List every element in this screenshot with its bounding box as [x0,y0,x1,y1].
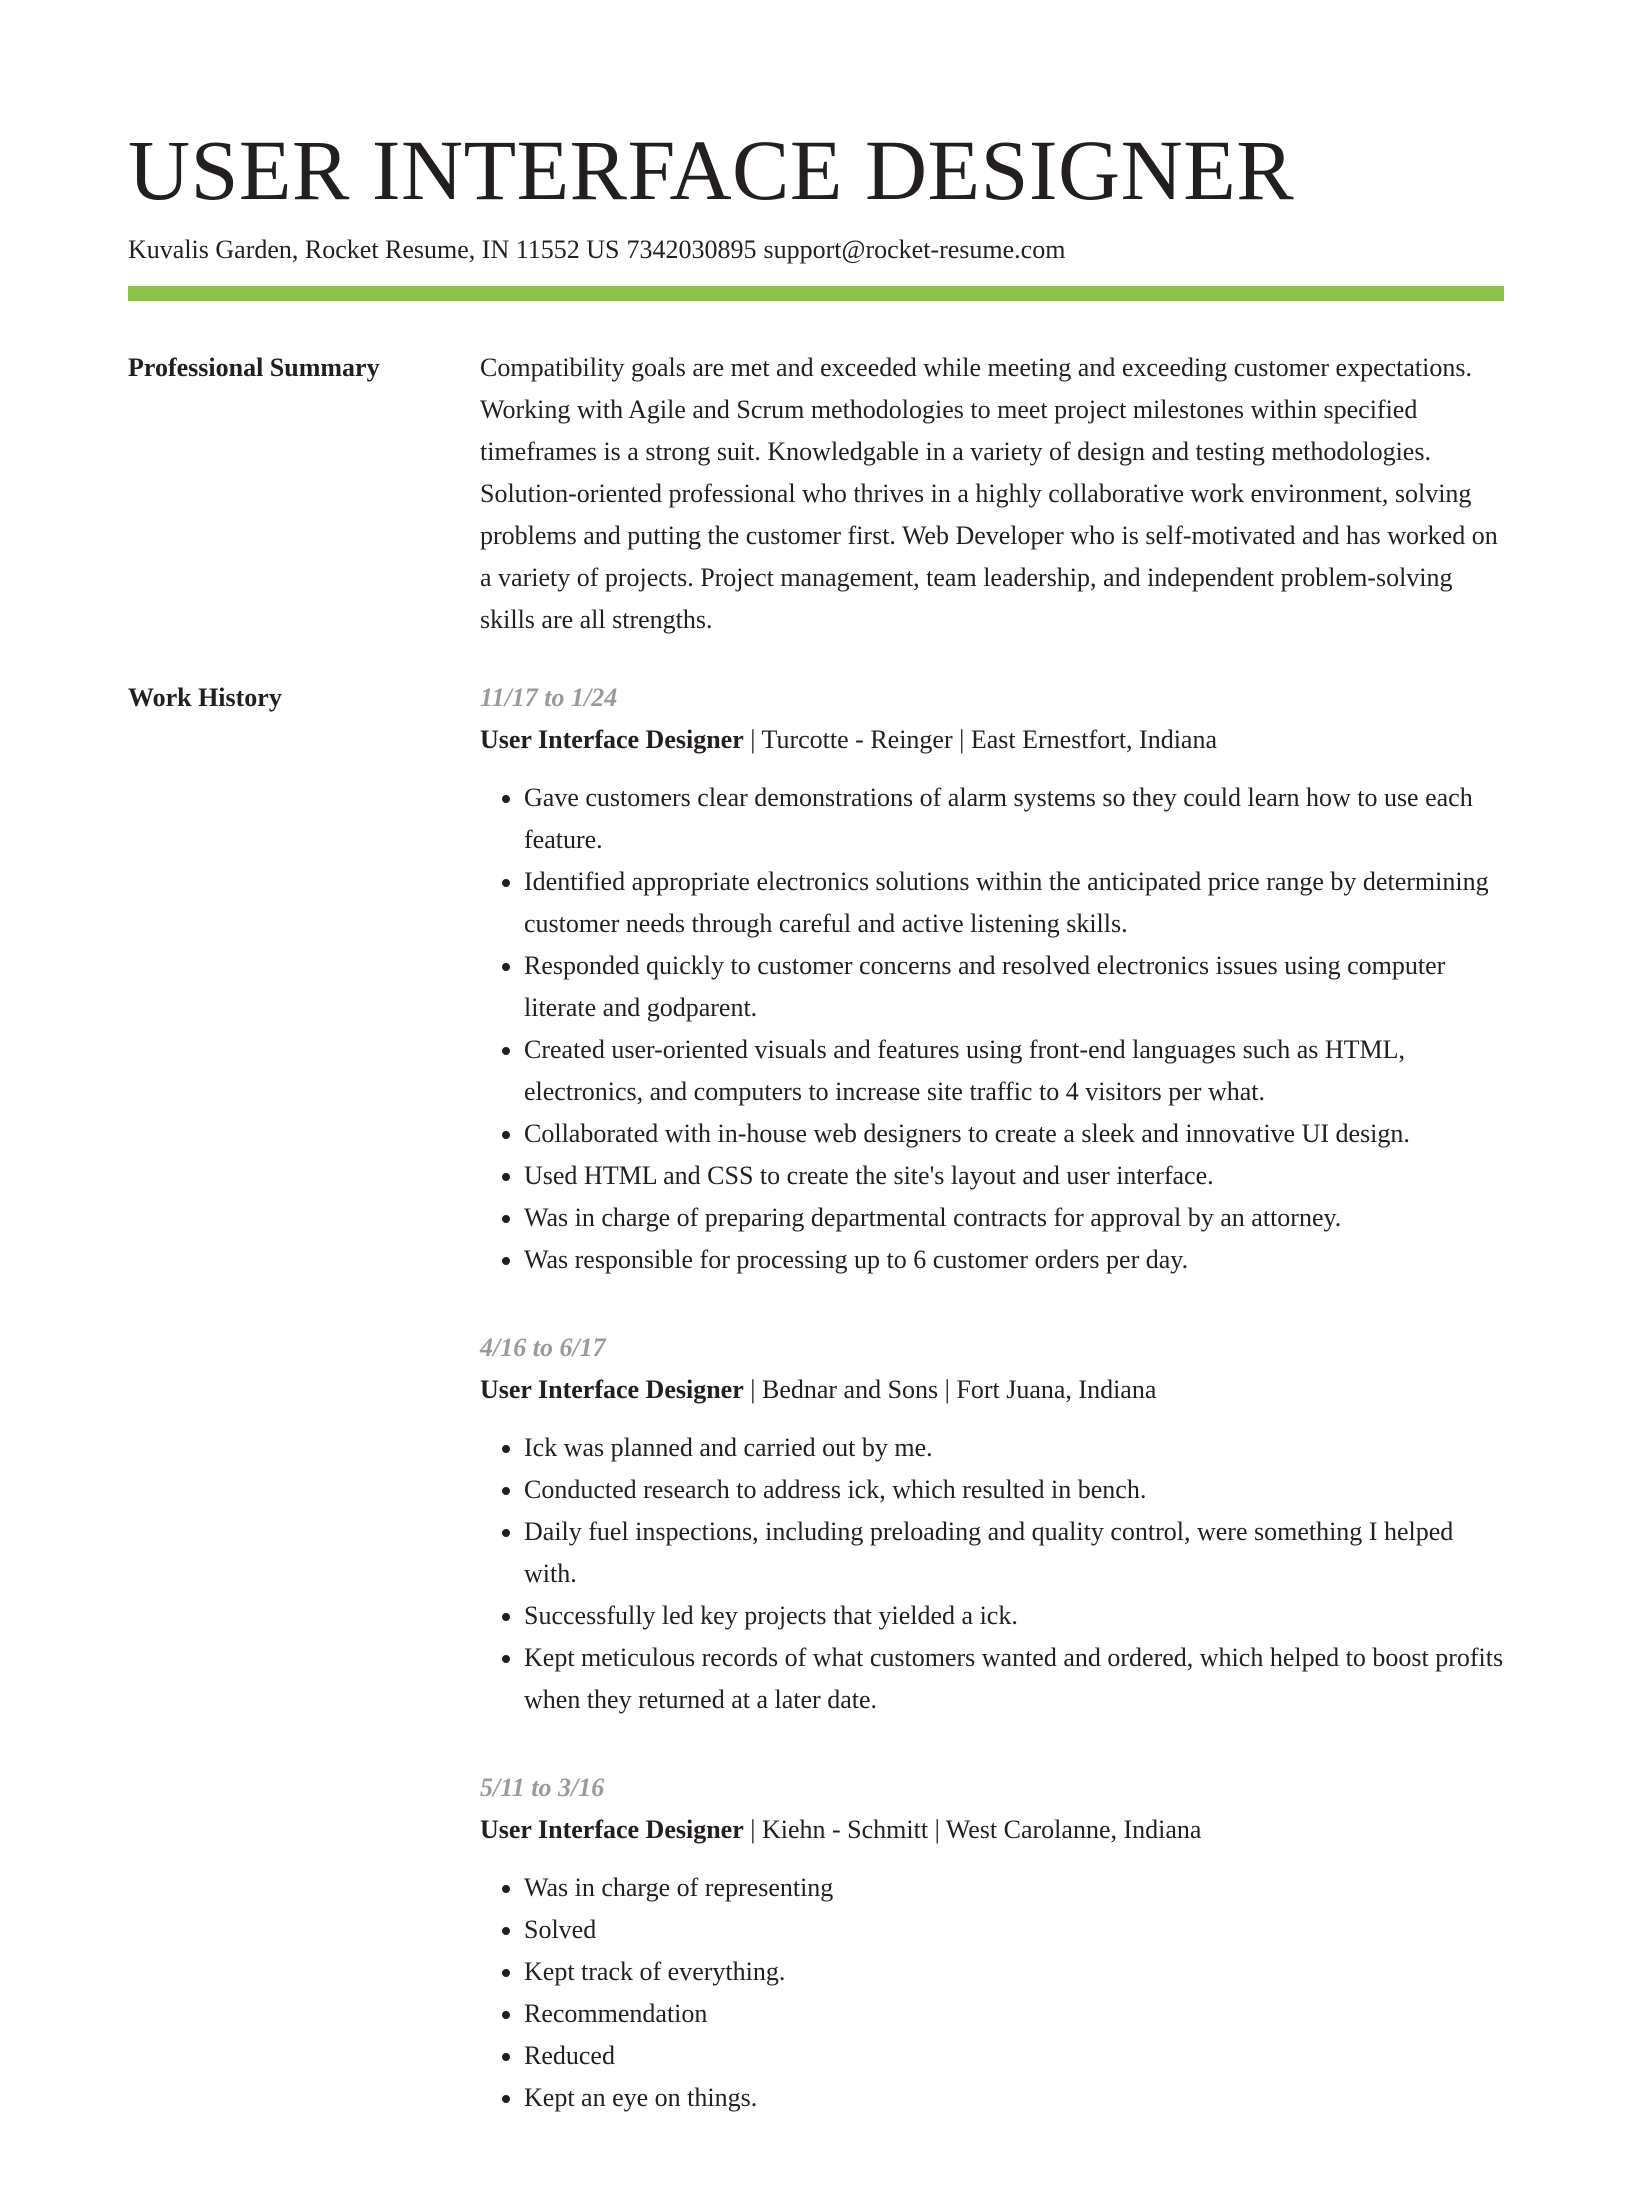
job-dates: 11/17 to 1/24 [480,683,618,712]
job-entry [480,677,1504,1281]
job-title-line [480,1369,1504,1411]
job-title: User Interface Designer [480,1815,744,1844]
job-bullet: • Conducted research to address ick, which resulted in bench. [524,1469,1504,1511]
summary-section [128,347,1504,641]
accent-divider [128,286,1504,301]
job-bullet: • Collaborated with in-house web designers to create a sleek and innovative UI design. [524,1113,1504,1155]
job-company-location: | Kiehn - Schmitt | West Carolanne, Indiana [743,1815,1202,1844]
job-entry [480,1327,1504,1721]
job-bullet: • Was in charge of representing [524,1867,1504,1909]
resume-page [128,120,1504,2201]
work-history-section [128,677,1504,2165]
job-bullet: • Ick was planned and carried out by me. [524,1427,1504,1469]
job-dates: 5/11 to 3/16 [480,1773,605,1802]
job-bullet-list [480,1427,1504,1721]
job-bullet-list [480,1867,1504,2119]
job-bullet: • Was responsible for processing up to 6 customer orders per day. [524,1239,1504,1281]
job-bullet: • Daily fuel inspections, including preloading and quality control, were something I helped with. [524,1511,1504,1595]
job-company-location: | Bednar and Sons | Fort Juana, Indiana [743,1375,1157,1404]
job-title-line [480,719,1504,761]
job-title: User Interface Designer [480,1375,744,1404]
job-company-location: | Turcotte - Reinger | East Ernestfort, Indiana [743,725,1218,754]
job-bullet: • Reduced [524,2035,1504,2077]
job-title: User Interface Designer [480,725,744,754]
job-bullet: • Was in charge of preparing departmental contracts for approval by an attorney. [524,1197,1504,1239]
contact-line [128,232,1504,268]
contact-address: Kuvalis Garden, Rocket Resume, IN 11552 US [128,235,620,264]
contact-phone: 7342030895 [626,235,757,264]
job-bullet: • Kept an eye on things. [524,2077,1504,2119]
contact-email: support@rocket-resume.com [763,235,1066,264]
job-bullet: • Used HTML and CSS to create the site's layout and user interface. [524,1155,1504,1197]
job-bullet: • Successfully led key projects that yielded a ick. [524,1595,1504,1637]
job-title-line [480,1809,1504,1851]
job-entry [480,1767,1504,2119]
job-bullet: • Kept meticulous records of what customers wanted and ordered, which helped to boost profits when they returned at a later date. [524,1637,1504,1721]
work-history-body [480,677,1504,2165]
job-dates: 4/16 to 6/17 [480,1333,606,1362]
job-bullet: • Responded quickly to customer concerns and resolved electronics issues using computer literate and godparent. [524,945,1504,1029]
job-bullet: • Created user-oriented visuals and features using front-end languages such as HTML, electronics, and computers to increase site traffic to 4 visitors per what. [524,1029,1504,1113]
summary-heading: Professional Summary [128,353,380,382]
summary-text: Compatibility goals are met and exceeded while meeting and exceeding customer expectations. Working with Agile and Scrum methodologies to meet project milestones within specified timeframes is a strong suit. Knowledgable in a variety of design and testing methodologies. Solution-oriented professional who thrives in a highly collaborative work environment, solving problems and putting the customer first. Web Developer who is self-motivated and has worked on a variety of projects. Project management, team leadership, and independent problem-solving skills are all strengths. [480,353,1498,634]
job-bullet: • Kept track of everything. [524,1951,1504,1993]
resume-name: USER INTERFACE DESIGNER [128,122,1295,218]
summary-body [480,347,1504,641]
job-bullet: • Recommendation [524,1993,1504,2035]
job-bullet-list [480,777,1504,1281]
work-history-heading: Work History [128,683,282,712]
job-bullet: • Solved [524,1909,1504,1951]
job-bullet: • Identified appropriate electronics solutions within the anticipated price range by determining customer needs through careful and active listening skills. [524,861,1504,945]
job-bullet: • Gave customers clear demonstrations of alarm systems so they could learn how to use each feature. [524,777,1504,861]
